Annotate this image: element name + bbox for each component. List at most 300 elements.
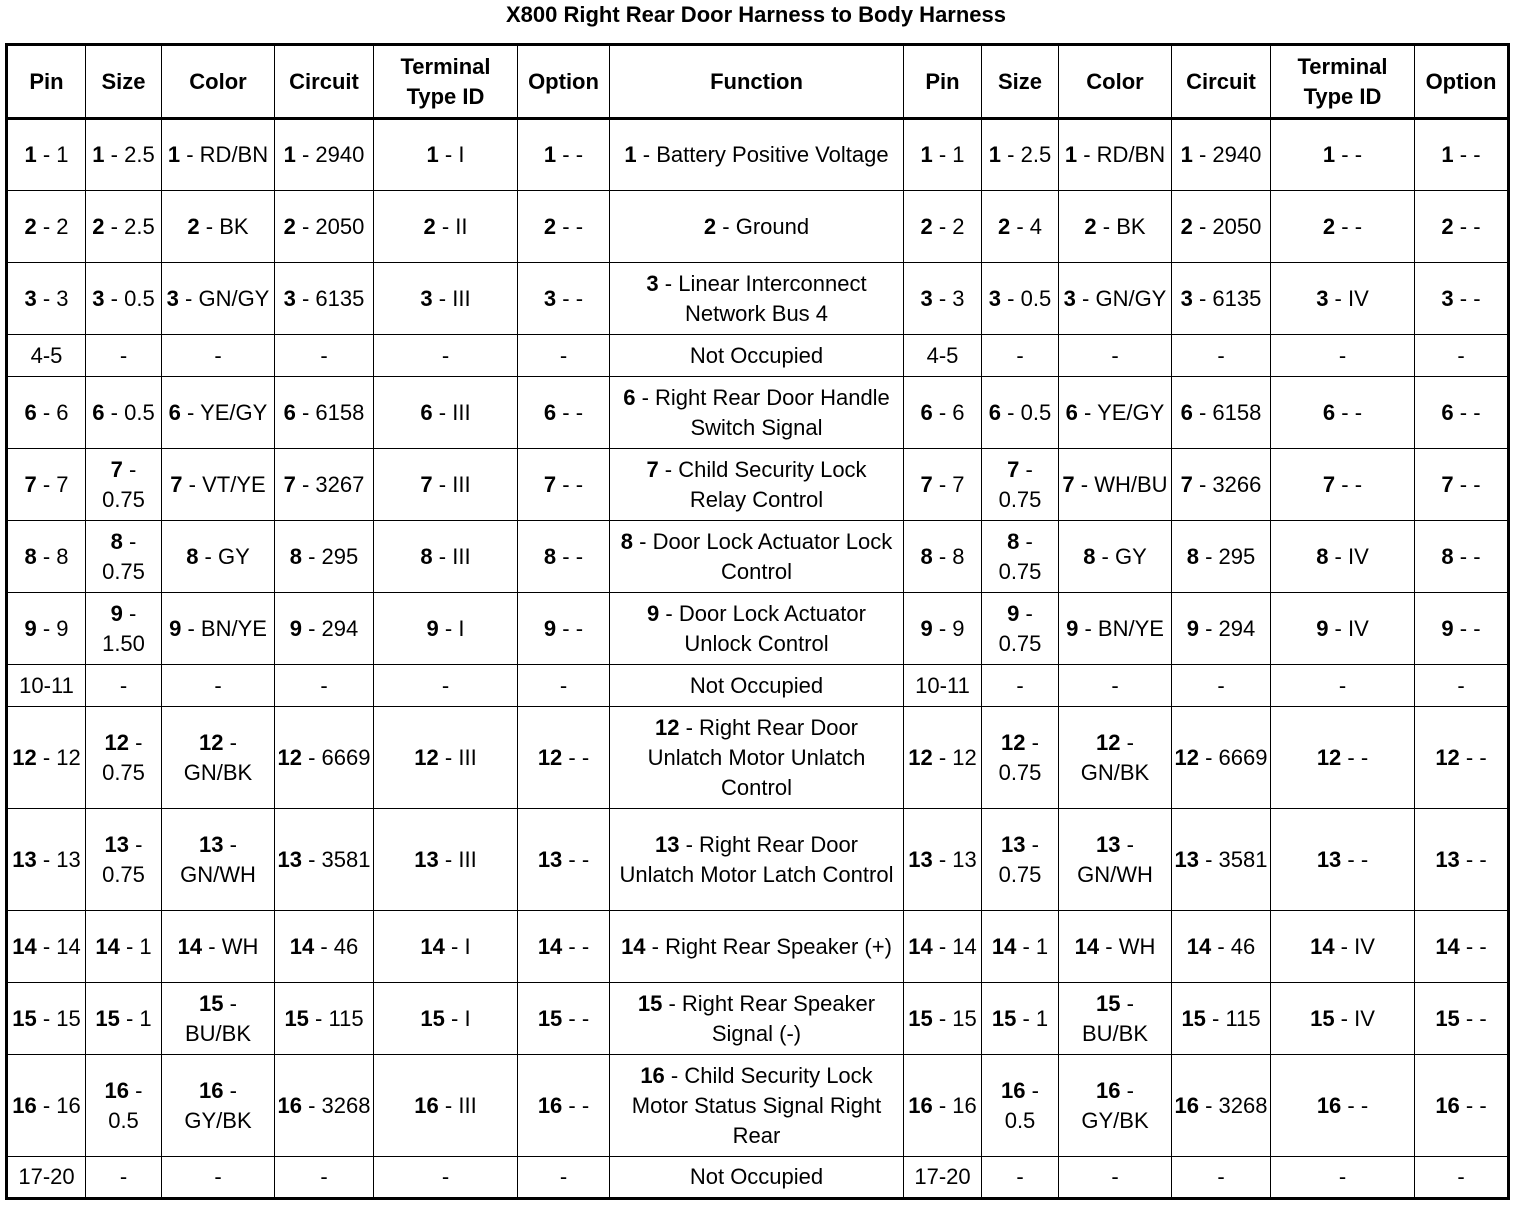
left-pin-cell: 1 - 1 [7,119,86,191]
pin-prefix: 1 [624,142,637,167]
right-circuit-cell: 15 - 115 [1172,983,1271,1055]
cell-value: 1 [56,142,69,167]
left-size-cell: 8 - 0.75 [86,521,162,593]
cell-value: - [559,1164,568,1189]
cell-value: - [214,672,222,698]
cell-value: WH [221,933,259,959]
cell-value: - [1354,213,1363,239]
left-size-cell: 13 - 0.75 [86,809,162,911]
table-row [7,1055,1509,1157]
cell-value: 3268 [321,1092,371,1118]
table-row [7,449,1509,521]
cell-value: 2.5 [124,142,155,167]
cell-value: - [1473,399,1481,425]
left-pin-cell: 15 - 15 [7,983,86,1055]
cell-value: - [1457,672,1465,698]
cell-value: 6 [952,399,965,425]
left-pin-cell [7,335,86,377]
cell-value: 0.5 [1020,399,1052,425]
right-terminal-type-id-cell: 12 - - [1271,707,1415,809]
pin-prefix: 7 [283,471,296,497]
cell-value: 3 [952,285,965,311]
pin-prefix: 2 [920,213,933,239]
left-color-cell: 13 - GN/WH [162,809,275,911]
cell-value: 12 [952,744,977,770]
cell-value: - [1338,1164,1347,1189]
pin-prefix: 9 [1441,615,1454,641]
cell-value: - [1479,744,1487,770]
cell-value: II [455,213,468,239]
right-pin-cell: 1 - 1 [904,119,982,191]
right-size-cell [982,665,1059,707]
pin-prefix: 1 [920,142,933,167]
header-right-option: Option [1415,45,1509,119]
cell-value: 2050 [315,213,365,239]
cell-value: GN/WH [1077,861,1153,887]
harness-pinout-table [5,43,1510,1200]
cell-value: I [458,615,465,641]
pin-prefix: 15 [991,1005,1017,1031]
right-terminal-type-id-cell [1271,335,1415,377]
cell-value: - [441,672,450,698]
cell-value: 9 [952,615,965,641]
left-option-cell: 12 - - [518,707,610,809]
cell-value: - [1473,142,1481,167]
cell-value: 0.5 [1004,1107,1036,1133]
right-option-cell: 15 - - [1415,983,1509,1055]
pin-prefix: 7 [420,471,433,497]
cell-value: RD/BN [1096,142,1166,167]
right-color-cell: 14 - WH [1059,911,1172,983]
left-circuit-cell: 3 - 6135 [275,263,374,335]
cell-value: - [320,342,328,368]
right-pin-cell: 16 - 16 [904,1055,982,1157]
left-terminal-type-id-cell [374,665,518,707]
right-size-cell: 1 - 2.5 [982,119,1059,191]
right-terminal-type-id-cell: 9 - IV [1271,593,1415,665]
pin-prefix: 16 [1435,1092,1460,1118]
right-circuit-cell: 8 - 295 [1172,521,1271,593]
left-color-cell: 15 - BU/BK [162,983,275,1055]
cell-value: BU/BK [184,1020,252,1046]
left-size-cell [86,1157,162,1199]
left-color-cell: 12 - GN/BK [162,707,275,809]
right-circuit-cell: 3 - 6135 [1172,263,1271,335]
pin-prefix: 14 [1435,933,1460,959]
pin-prefix: 3 [1316,285,1329,311]
cell-value: 4 [1029,213,1043,239]
right-circuit-cell: 7 - 3266 [1172,449,1271,521]
left-size-cell: 1 - 2.5 [86,119,162,191]
pin-prefix: 7 [920,471,933,497]
left-color-cell: 3 - GN/GY [162,263,275,335]
cell-value: 1 [1035,933,1049,959]
pin-prefix: 1 [426,142,439,167]
header-right-pin: Pin [904,45,982,119]
header-left-pin: Pin [7,45,86,119]
left-size-cell [86,665,162,707]
pin-prefix: 3 [1180,285,1193,311]
pin-prefix: 3 [166,285,179,311]
pin-prefix: 15 [12,1005,37,1031]
cell-value: - [575,543,584,569]
pin-prefix: 9 [543,615,557,641]
left-option-cell: 7 - - [518,449,610,521]
right-circuit-cell: 1 - 2940 [1172,119,1271,191]
table-body [7,119,1509,1199]
cell-value: Child Security Lock Motor Status Signal Right Rear [631,1062,882,1148]
left-color-cell: 14 - WH [162,911,275,983]
cell-value: 2.5 [124,213,155,239]
pin-prefix: 13 [1174,846,1199,872]
function-cell: 12 - Right Rear Door Unlatch Motor Unlatch Control [610,707,904,809]
cell-value: - [1360,1092,1369,1118]
cell-value: GY/BK [184,1107,252,1133]
left-size-cell: 3 - 0.5 [86,263,162,335]
cell-value: 3266 [1212,471,1262,497]
function-cell: 1 - Battery Positive Voltage [610,119,904,191]
right-option-cell: 6 - - [1415,377,1509,449]
cell-value: - [1360,744,1369,770]
cell-value: 16 [952,1092,977,1118]
right-circuit-cell: 16 - 3268 [1172,1055,1271,1157]
table-row [7,377,1509,449]
right-terminal-type-id-cell: 16 - - [1271,1055,1415,1157]
right-color-cell: 13 - GN/WH [1059,809,1172,911]
pin-prefix: 13 [1435,846,1460,872]
header-left-terminal-type-id: Terminal Type ID [374,45,518,119]
function-cell [610,665,904,707]
cell-value: 15 [952,1005,977,1031]
cell-value: 6135 [315,285,365,311]
pin-prefix: 12 [1096,729,1121,755]
function-cell: 13 - Right Rear Door Unlatch Motor Latch Control [610,809,904,911]
right-terminal-type-id-cell: 13 - - [1271,809,1415,911]
pin-prefix: 1 [1441,142,1454,167]
pin-prefix: 15 [420,1005,445,1031]
left-color-cell [162,665,275,707]
right-size-cell: 12 - 0.75 [982,707,1059,809]
right-option-cell: 16 - - [1415,1055,1509,1157]
function-cell: 6 - Right Rear Door Handle Switch Signal [610,377,904,449]
pin-prefix: 1 [92,142,105,167]
left-pin-cell: 2 - 2 [7,191,86,263]
pin-prefix: 14 [289,933,315,959]
cell-value: - [1111,342,1119,368]
cell-value: GY/BK [1081,1107,1149,1133]
function-cell: 16 - Child Security Lock Motor Status Signal Right Rear [610,1055,904,1157]
pin-prefix: 14 [537,933,563,959]
cell-value: - [1354,142,1363,167]
cell-value: I [464,1005,471,1031]
right-color-cell: 3 - GN/GY [1059,263,1172,335]
pin-prefix: 3 [420,285,433,311]
pin-prefix: 12 [199,729,224,755]
cell-value: - [1016,1164,1024,1189]
pin-prefix: 15 [537,1005,563,1031]
left-circuit-cell: 14 - 46 [275,911,374,983]
pin-prefix: 13 [1316,846,1342,872]
cell-value: - [1479,1005,1487,1031]
right-color-cell: 1 - RD/BN [1059,119,1172,191]
cell-value: YE/GY [200,399,268,425]
right-terminal-type-id-cell: 7 - - [1271,449,1415,521]
right-option-cell: 12 - - [1415,707,1509,809]
cell-value: 294 [1218,615,1256,641]
left-terminal-type-id-cell: 2 - II [374,191,518,263]
page-title: X800 Right Rear Door Harness to Body Harness [505,2,1007,27]
cell-value: 115 [328,1005,364,1031]
cell-value: 4-5 [926,342,959,368]
pin-prefix: 6 [1322,399,1336,425]
left-size-cell: 2 - 2.5 [86,191,162,263]
table-row [7,983,1509,1055]
right-option-cell: 7 - - [1415,449,1509,521]
pin-prefix: 14 [420,933,445,959]
pin-prefix: 8 [24,543,37,569]
pin-prefix: 2 [24,213,37,239]
pin-prefix: 7 [646,456,659,482]
left-option-cell: 14 - - [518,911,610,983]
cell-value: 10-11 [19,672,74,698]
function-cell: 15 - Right Rear Speaker Signal (-) [610,983,904,1055]
cell-value: III [452,543,471,569]
cell-value: III [452,285,471,311]
header-left-size: Size [86,45,162,119]
cell-value: - [559,672,568,698]
left-option-cell: 8 - - [518,521,610,593]
left-color-cell: 6 - YE/GY [162,377,275,449]
cell-value: 10-11 [915,672,970,698]
cell-value: VT/YE [202,471,266,497]
cell-value: 0.75 [102,861,145,887]
pin-prefix: 6 [420,399,433,425]
cell-value: 12 [56,744,81,770]
pin-prefix: 12 [104,729,130,755]
left-color-cell [162,1157,275,1199]
cell-value: YE/GY [1097,399,1165,425]
left-circuit-cell: 13 - 3581 [275,809,374,911]
cell-value: - [1457,342,1465,368]
pin-prefix: 13 [1096,831,1121,857]
pin-prefix: 1 [24,142,37,167]
pin-prefix: 6 [1180,399,1193,425]
pin-prefix: 2 [423,213,436,239]
cell-value: - [214,1164,222,1189]
left-color-cell [162,335,275,377]
right-pin-cell: 14 - 14 [904,911,982,983]
right-color-cell: 7 - WH/BU [1059,449,1172,521]
pin-prefix: 8 [920,543,933,569]
cell-value: GY [1115,543,1147,569]
cell-value: 8 [952,543,965,569]
right-pin-cell: 6 - 6 [904,377,982,449]
right-pin-cell [904,335,982,377]
cell-value: - [575,615,584,641]
cell-value: - [1217,1164,1225,1189]
cell-value: Ground [735,213,810,239]
pin-prefix: 8 [110,528,123,554]
pin-prefix: 13 [537,846,563,872]
cell-value: 294 [321,615,359,641]
pin-prefix: 8 [620,528,633,554]
pin-prefix: 7 [170,471,183,497]
pin-prefix: 6 [168,399,181,425]
cell-value: - [1473,285,1481,311]
cell-value: - [1111,672,1119,698]
left-pin-cell: 9 - 9 [7,593,86,665]
function-cell [610,1157,904,1199]
pin-prefix: 13 [1001,831,1026,857]
cell-value: - [1354,399,1363,425]
pin-prefix: 16 [199,1077,224,1103]
left-pin-cell: 16 - 16 [7,1055,86,1157]
pin-prefix: 3 [988,285,1002,311]
pin-prefix: 7 [543,471,557,497]
left-option-cell [518,665,610,707]
cell-value: 4-5 [30,342,63,368]
right-pin-cell [904,665,982,707]
pin-prefix: 14 [1186,933,1212,959]
pin-prefix: 12 [414,744,439,770]
table-row [7,911,1509,983]
cell-value: - [214,342,222,368]
left-terminal-type-id-cell: 15 - I [374,983,518,1055]
cell-value: 1 [1035,1005,1049,1031]
cell-value: Not Occupied [689,672,824,698]
pin-prefix: 1 [543,142,557,167]
table-row [7,119,1509,191]
pin-prefix: 12 [1174,744,1199,770]
cell-value: BN/YE [1097,615,1164,641]
cell-value: - [575,142,584,167]
left-terminal-type-id-cell [374,335,518,377]
right-pin-cell: 8 - 8 [904,521,982,593]
left-size-cell: 16 - 0.5 [86,1055,162,1157]
function-cell: 3 - Linear Interconnect Network Bus 4 [610,263,904,335]
cell-value: WH [1118,933,1156,959]
pin-prefix: 7 [110,456,123,482]
pin-prefix: 15 [1096,990,1121,1016]
pin-prefix: 2 [92,213,105,239]
right-circuit-cell: 12 - 6669 [1172,707,1271,809]
left-size-cell: 9 - 1.50 [86,593,162,665]
pin-prefix: 6 [92,399,105,425]
cell-value: 295 [321,543,359,569]
cell-value: - [581,846,590,872]
cell-value: Right Rear Door Handle Switch Signal [655,384,890,440]
cell-value: - [441,342,450,368]
cell-value: Not Occupied [689,342,824,368]
pin-prefix: 16 [537,1092,563,1118]
cell-value: - [1479,846,1487,872]
cell-value: 14 [952,933,977,959]
pin-prefix: 3 [1441,285,1454,311]
pin-prefix: 7 [1062,471,1075,497]
cell-value: GN/BK [183,759,253,785]
right-size-cell: 15 - 1 [982,983,1059,1055]
pin-prefix: 7 [24,471,37,497]
right-circuit-cell: 13 - 3581 [1172,809,1271,911]
left-size-cell [86,335,162,377]
cell-value: GN/GY [1095,285,1167,311]
pin-prefix: 16 [908,1092,933,1118]
pin-prefix: 9 [1186,615,1199,641]
right-option-cell: 13 - - [1415,809,1509,911]
left-option-cell: 1 - - [518,119,610,191]
left-color-cell: 7 - VT/YE [162,449,275,521]
cell-value: - [1473,543,1481,569]
right-terminal-type-id-cell: 1 - - [1271,119,1415,191]
header-right-terminal-type-id: Terminal Type ID [1271,45,1415,119]
pin-prefix: 16 [104,1077,130,1103]
pin-prefix: 8 [543,543,557,569]
left-color-cell: 1 - RD/BN [162,119,275,191]
right-pin-cell: 7 - 7 [904,449,982,521]
pin-prefix: 12 [1316,744,1342,770]
pin-prefix: 13 [199,831,224,857]
cell-value: III [458,846,477,872]
cell-value: - [1338,672,1347,698]
right-terminal-type-id-cell: 15 - IV [1271,983,1415,1055]
pin-prefix: 14 [95,933,120,959]
cell-value: - [119,342,128,368]
pin-prefix: 15 [95,1005,120,1031]
right-option-cell: 2 - - [1415,191,1509,263]
left-circuit-cell [275,335,374,377]
cell-value: Linear Interconnect Network Bus 4 [678,270,867,326]
cell-value: 13 [952,846,977,872]
left-terminal-type-id-cell: 13 - III [374,809,518,911]
pin-prefix: 6 [623,384,636,410]
right-size-cell: 3 - 0.5 [982,263,1059,335]
left-circuit-cell: 2 - 2050 [275,191,374,263]
pin-prefix: 16 [1001,1077,1026,1103]
left-option-cell [518,1157,610,1199]
cell-value: - [1360,846,1369,872]
left-terminal-type-id-cell: 1 - I [374,119,518,191]
left-size-cell: 12 - 0.75 [86,707,162,809]
cell-value: BN/YE [200,615,267,641]
table-row [7,707,1509,809]
cell-value: IV [1354,1005,1375,1031]
pin-prefix: 13 [12,846,37,872]
left-terminal-type-id-cell [374,1157,518,1199]
pin-prefix: 2 [703,213,717,239]
left-color-cell: 8 - GY [162,521,275,593]
right-circuit-cell [1172,335,1271,377]
pin-prefix: 15 [637,990,663,1016]
pin-prefix: 13 [908,846,933,872]
cell-value: 0.75 [998,630,1042,656]
left-option-cell: 3 - - [518,263,610,335]
pin-prefix: 12 [12,744,37,770]
left-option-cell: 2 - - [518,191,610,263]
table-row [7,809,1509,911]
pin-prefix: 3 [543,285,557,311]
pin-prefix: 8 [1316,543,1329,569]
left-color-cell: 16 - GY/BK [162,1055,275,1157]
left-terminal-type-id-cell: 6 - III [374,377,518,449]
left-circuit-cell: 9 - 294 [275,593,374,665]
left-color-cell: 2 - BK [162,191,275,263]
right-color-cell [1059,1157,1172,1199]
pin-prefix: 9 [169,615,182,641]
pin-prefix: 13 [104,831,130,857]
pin-prefix: 15 [199,990,224,1016]
pin-prefix: 2 [187,213,200,239]
cell-value: Child Security Lock Relay Control [678,456,867,512]
